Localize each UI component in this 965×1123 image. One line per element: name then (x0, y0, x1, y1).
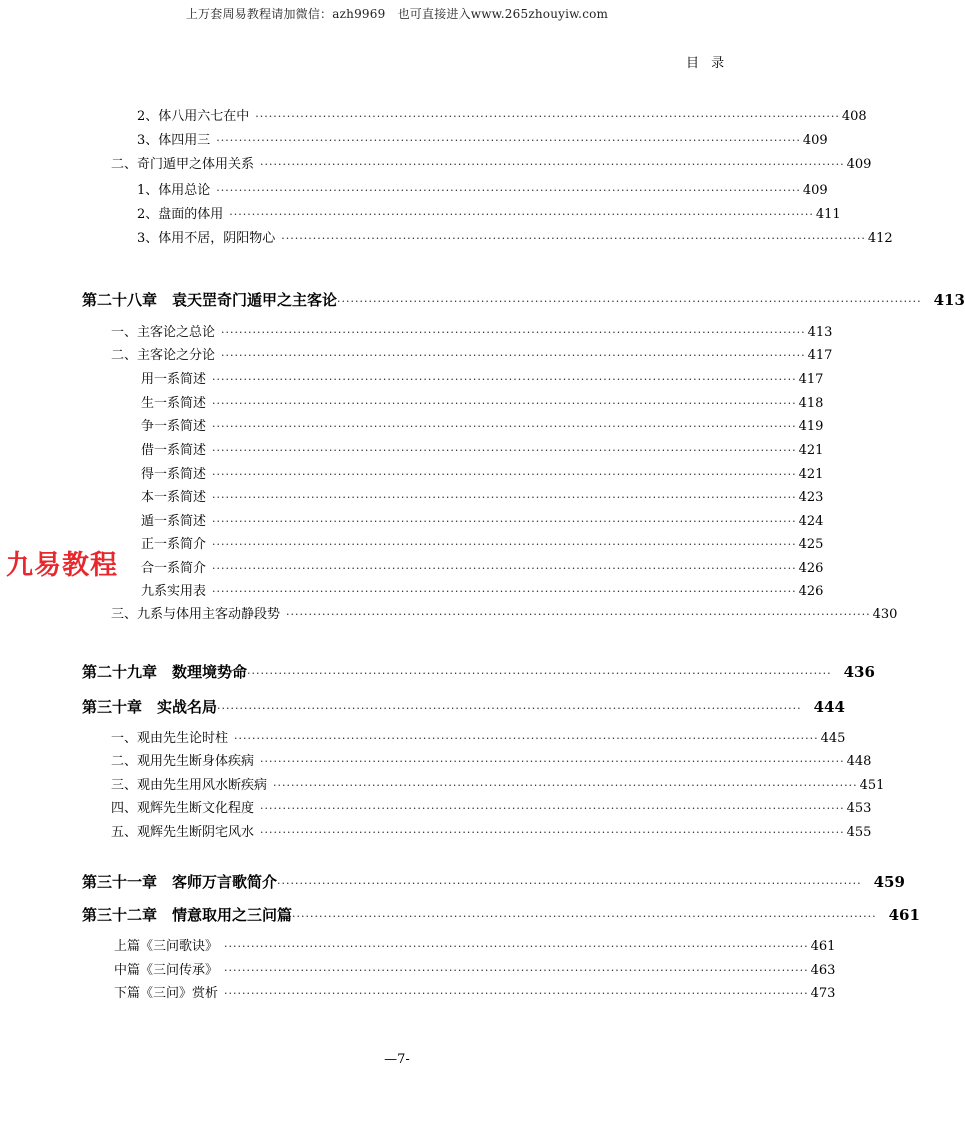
toc-chapter[interactable] (82, 903, 920, 927)
toc-entry-title: 一、主客论之总论 (111, 325, 216, 340)
toc-entry[interactable] (141, 394, 824, 414)
toc-entry[interactable] (137, 107, 867, 127)
top-banner: 上万套周易教程请加微信：azh9969 也可直接进入www.265zhouyiw.com (185, 7, 609, 21)
leader-dots: ·································································································································· (247, 667, 832, 680)
toc-entry-page: 430 (872, 607, 898, 622)
toc-entry-page: 473 (810, 986, 836, 1001)
toc-chapter[interactable] (82, 870, 905, 894)
toc-entry-page: 421 (798, 443, 824, 458)
toc-entry-title: 三、九系与体用主客动静段势 (111, 607, 281, 622)
toc-entry-title: 二、奇门遁甲之体用关系 (111, 157, 255, 172)
leader-dots: ·································································································································· (224, 940, 809, 953)
toc-entry-title: 生一系简述 (141, 396, 207, 411)
toc-entry-title: 遁一系简述 (141, 514, 207, 529)
toc-entry[interactable] (141, 535, 824, 555)
toc-entry-page: 409 (802, 133, 828, 148)
toc-entry-page: 412 (867, 231, 893, 246)
toc-entry-title: 1、体用总论 (137, 183, 211, 198)
toc-entry-page: 426 (798, 561, 824, 576)
toc-entry-page: 424 (798, 514, 824, 529)
leader-dots: ·································································································································· (260, 802, 845, 815)
leader-dots: ·································································································································· (216, 134, 801, 147)
toc-chapter-title: 第三十章 实战名局 (82, 698, 218, 716)
leader-dots: ·································································································································· (221, 349, 806, 362)
toc-chapter-page: 459 (873, 873, 905, 891)
toc-chapter[interactable] (82, 288, 965, 312)
toc-entry[interactable] (111, 823, 872, 843)
toc-entry-page: 426 (798, 584, 824, 599)
leader-dots: ·································································································································· (224, 964, 809, 977)
leader-dots: ·································································································································· (260, 755, 845, 768)
toc-entry[interactable] (114, 984, 836, 1004)
toc-entry-page: 408 (841, 109, 867, 124)
toc-entry-page: 455 (846, 825, 872, 840)
leader-dots: ·································································································································· (292, 910, 877, 923)
toc-entry[interactable] (137, 131, 828, 151)
leader-dots: ·································································································································· (277, 877, 862, 890)
toc-entry-title: 二、观用先生断身体疾病 (111, 754, 255, 769)
toc-entry[interactable] (141, 370, 824, 390)
leader-dots: ·································································································································· (212, 491, 797, 504)
leader-dots: ·································································································································· (212, 444, 797, 457)
toc-chapter-page: 436 (843, 663, 875, 681)
leader-dots: ·································································································································· (212, 515, 797, 528)
toc-entry-title: 五、观辉先生断阴宅风水 (111, 825, 255, 840)
toc-entry-title: 二、主客论之分论 (111, 348, 216, 363)
toc-entry-title: 一、观由先生论时柱 (111, 731, 229, 746)
toc-chapter-title: 第二十八章 袁天罡奇门遁甲之主客论 (82, 291, 338, 309)
leader-dots: ·································································································································· (224, 987, 809, 1000)
toc-chapter-title: 第三十一章 客师万言歌简介 (82, 873, 278, 891)
leader-dots: ·································································································································· (286, 608, 871, 621)
leader-dots: ·································································································································· (255, 110, 840, 123)
toc-entry[interactable] (111, 752, 872, 772)
leader-dots: ·································································································································· (212, 468, 797, 481)
toc-entry-page: 418 (798, 396, 824, 411)
leader-dots: ·································································································································· (221, 326, 806, 339)
toc-entry-title: 合一系简介 (141, 561, 207, 576)
leader-dots: ·································································································································· (260, 158, 845, 171)
toc-entry-page: 423 (798, 490, 824, 505)
toc-entry-page: 409 (846, 157, 872, 172)
toc-entry-title: 下篇《三问》赏析 (114, 986, 219, 1001)
toc-entry-title: 3、体用不居，阴阳物心 (137, 231, 276, 246)
toc-entry[interactable] (111, 155, 872, 175)
toc-entry[interactable] (141, 582, 824, 602)
toc-entry-title: 2、体八用六七在中 (137, 109, 250, 124)
toc-entry-page: 421 (798, 467, 824, 482)
toc-entry-title: 本一系简述 (141, 490, 207, 505)
page-number: —7- (384, 1052, 410, 1067)
toc-entry-title: 3、体四用三 (137, 133, 211, 148)
leader-dots: ·································································································································· (212, 562, 797, 575)
toc-entry[interactable] (141, 512, 824, 532)
toc-entry-page: 445 (820, 731, 846, 746)
toc-entry[interactable] (111, 729, 846, 749)
toc-entry-title: 中篇《三问传承》 (114, 963, 219, 978)
toc-entry[interactable] (141, 488, 824, 508)
section-label: 目 录 (686, 56, 729, 71)
toc-entry-title: 争一系简述 (141, 419, 207, 434)
leader-dots: ·································································································································· (337, 295, 922, 308)
toc-entry-page: 417 (807, 348, 833, 363)
toc-entry[interactable] (141, 417, 824, 437)
toc-entry-page: 417 (798, 372, 824, 387)
leader-dots: ·································································································································· (234, 732, 819, 745)
toc-entry-title: 上篇《三问歌诀》 (114, 939, 219, 954)
toc-entry-page: 451 (859, 778, 885, 793)
leader-dots: ·································································································································· (273, 779, 858, 792)
toc-chapter-page: 413 (933, 291, 965, 309)
toc-entry[interactable] (111, 323, 833, 343)
leader-dots: ·································································································································· (229, 208, 814, 221)
toc-entry-title: 九系实用表 (141, 584, 207, 599)
toc-entry-page: 461 (810, 939, 836, 954)
toc-entry[interactable] (141, 441, 824, 461)
toc-entry-page: 463 (810, 963, 836, 978)
leader-dots: ·································································································································· (212, 585, 797, 598)
leader-dots: ·································································································································· (260, 826, 845, 839)
toc-entry-title: 四、观辉先生断文化程度 (111, 801, 255, 816)
watermark-logo: 九易教程 (6, 550, 118, 581)
leader-dots: ·································································································································· (216, 184, 801, 197)
toc-entry[interactable] (111, 776, 885, 796)
toc-entry[interactable] (137, 181, 828, 201)
toc-chapter-title: 第二十九章 数理境势命 (82, 663, 248, 681)
toc-entry[interactable] (141, 465, 824, 485)
toc-chapter-page: 444 (813, 698, 845, 716)
toc-entry[interactable] (141, 559, 824, 579)
toc-entry[interactable] (137, 205, 841, 225)
leader-dots: ·································································································································· (212, 420, 797, 433)
toc-entry-page: 419 (798, 419, 824, 434)
toc-chapter-page: 461 (888, 906, 920, 924)
toc-entry-page: 413 (807, 325, 833, 340)
toc-chapter[interactable] (82, 660, 875, 684)
toc-entry-title: 得一系简述 (141, 467, 207, 482)
toc-entry-page: 409 (802, 183, 828, 198)
toc-entry-page: 453 (846, 801, 872, 816)
toc-entry-title: 用一系简述 (141, 372, 207, 387)
toc-entry-page: 411 (815, 207, 841, 222)
toc-entry-title: 三、观由先生用风水断疾病 (111, 778, 268, 793)
toc-entry-title: 借一系简述 (141, 443, 207, 458)
toc-entry-page: 425 (798, 537, 824, 552)
leader-dots: ·································································································································· (212, 373, 797, 386)
toc-chapter[interactable] (82, 695, 845, 719)
toc-chapter-title: 第三十二章 情意取用之三问篇 (82, 906, 293, 924)
leader-dots: ·································································································································· (217, 702, 802, 715)
toc-entry[interactable] (111, 346, 833, 366)
toc-entry[interactable] (111, 605, 898, 625)
toc-entry[interactable] (114, 961, 836, 981)
toc-entry[interactable] (137, 229, 893, 249)
toc-entry-page: 448 (846, 754, 872, 769)
toc-entry[interactable] (111, 799, 872, 819)
leader-dots: ·································································································································· (212, 538, 797, 551)
leader-dots: ·································································································································· (281, 232, 866, 245)
leader-dots: ·································································································································· (212, 397, 797, 410)
toc-entry-title: 正一系简介 (141, 537, 207, 552)
toc-entry-title: 2、盘面的体用 (137, 207, 224, 222)
toc-entry[interactable] (114, 937, 836, 957)
